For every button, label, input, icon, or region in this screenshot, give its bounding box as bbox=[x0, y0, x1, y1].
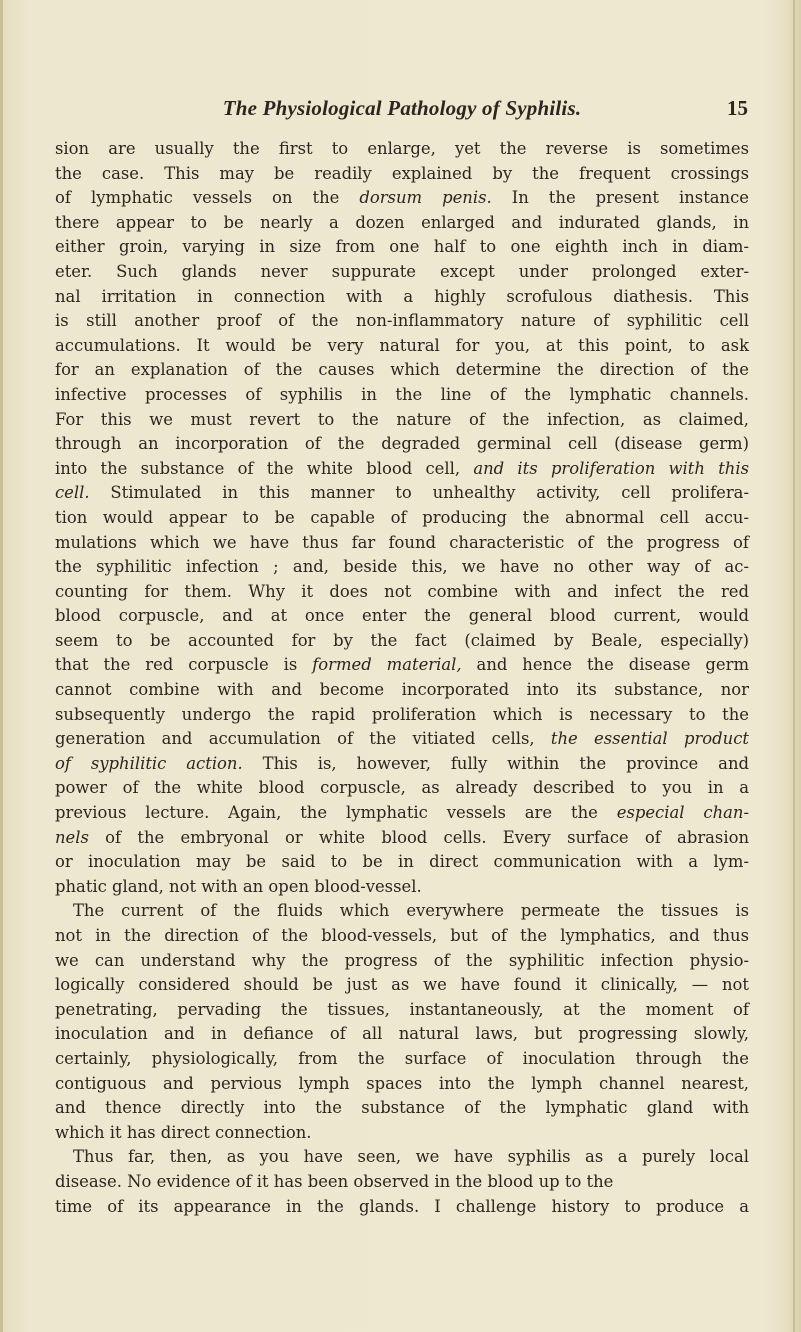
italic-text: especial chan- bbox=[616, 803, 749, 823]
text-run: into the substance of the white blood cell, bbox=[55, 458, 474, 478]
text-line bbox=[55, 924, 749, 949]
text-run: which it has direct connection. bbox=[55, 1122, 312, 1142]
text-run: cannot combine with and become incorporated into its substance, nor bbox=[55, 680, 749, 700]
text-run: power of the white blood corpuscle, as already described to you in a bbox=[55, 778, 749, 798]
text-line bbox=[55, 1072, 749, 1097]
text-run: for an explanation of the causes which determine the direction of the bbox=[55, 360, 749, 380]
text-run: and thence directly into the substance of the lymphatic gland with bbox=[55, 1098, 749, 1118]
text-run: logically considered should be just as we have found it clinically, — not bbox=[55, 975, 749, 995]
text-run: The current of the fluids which everywhere permeate the tissues is bbox=[73, 901, 749, 921]
text-line bbox=[55, 580, 749, 605]
text-run: mulations which we have thus far found characteristic of the progress of bbox=[55, 532, 749, 552]
text-run: of the embryonal or white blood cells. Every surface of abrasion bbox=[88, 827, 749, 847]
text-run: nal irritation in connection with a highly scrofulous diathesis. This bbox=[55, 286, 749, 306]
text-line bbox=[55, 1022, 749, 1047]
text-line bbox=[55, 949, 749, 974]
text-line bbox=[55, 186, 749, 211]
text-line bbox=[55, 1121, 749, 1146]
text-run: tion would appear to be capable of producing the abnormal cell accu- bbox=[55, 507, 749, 527]
text-line bbox=[55, 973, 749, 998]
text-run: that the red corpuscle is bbox=[55, 655, 313, 675]
text-run: In the present instance bbox=[491, 188, 749, 208]
text-line bbox=[55, 260, 749, 285]
text-line bbox=[55, 1047, 749, 1072]
text-run: eter. Such glands never suppurate except under prolonged exter- bbox=[55, 261, 749, 281]
text-run: infective processes of syphilis in the line of the lymphatic channels. bbox=[55, 384, 749, 404]
text-run: accumulations. It would be very natural for you, at this point, to ask bbox=[55, 335, 749, 355]
text-line bbox=[55, 334, 749, 359]
text-line bbox=[55, 432, 749, 457]
italic-text: cell. bbox=[55, 483, 90, 503]
italic-text: nels bbox=[55, 827, 89, 847]
running-title: The Physiological Pathology of Syphilis. bbox=[222, 96, 582, 120]
text-line bbox=[55, 1096, 749, 1121]
text-run: generation and accumulation of the vitiated cells, bbox=[55, 729, 551, 749]
text-line bbox=[55, 137, 749, 162]
text-run: the case. This may be readily explained by the frequent crossings bbox=[55, 163, 749, 183]
text-line bbox=[55, 457, 749, 482]
text-run: there appear to be nearly a dozen enlarged and indurated glands, in bbox=[55, 212, 749, 232]
text-line bbox=[55, 383, 749, 408]
text-line bbox=[55, 875, 749, 900]
text-run: contiguous and pervious lymph spaces into the lymph channel nearest, bbox=[55, 1073, 749, 1093]
text-line bbox=[55, 162, 749, 187]
page-left-edge bbox=[0, 0, 3, 1332]
page-header bbox=[56, 96, 748, 128]
text-line bbox=[55, 776, 749, 801]
text-line bbox=[55, 899, 749, 924]
text-line bbox=[55, 727, 749, 752]
text-line bbox=[55, 703, 749, 728]
text-line bbox=[55, 211, 749, 236]
text-line bbox=[55, 555, 749, 580]
text-run: phatic gland, not with an open blood-vessel. bbox=[55, 876, 422, 896]
text-run: For this we must revert to the nature of the infection, as claimed, bbox=[55, 409, 749, 429]
italic-text: formed material, bbox=[312, 655, 462, 675]
text-run: sion are usually the first to enlarge, yet the reverse is sometimes bbox=[55, 139, 749, 158]
italic-text: and its proliferation with this bbox=[473, 458, 749, 478]
text-run: seem to be accounted for by the fact (claimed by Beale, especially) bbox=[55, 630, 749, 650]
text-line bbox=[55, 1195, 749, 1220]
text-line bbox=[55, 850, 749, 875]
text-line bbox=[55, 506, 749, 531]
text-run: subsequently undergo the rapid proliferation which is necessary to the bbox=[55, 704, 749, 724]
text-line bbox=[55, 604, 749, 629]
text-run: through an incorporation of the degraded germinal cell (disease germ) bbox=[55, 434, 749, 454]
text-line bbox=[55, 629, 749, 654]
text-run: is still another proof of the non-inflammatory nature of syphilitic cell bbox=[55, 311, 749, 331]
text-line bbox=[55, 285, 749, 310]
text-run: of lymphatic vessels on the bbox=[55, 188, 360, 208]
body-text bbox=[55, 137, 749, 1219]
italic-text: of syphilitic action. bbox=[55, 753, 243, 773]
page-number: 15 bbox=[727, 96, 748, 120]
text-run: we can understand why the progress of the syphilitic infection physio- bbox=[55, 950, 749, 970]
text-line bbox=[55, 408, 749, 433]
text-run: the syphilitic infection ; and, beside this, we have no other way of ac- bbox=[55, 557, 749, 577]
text-line bbox=[55, 1145, 749, 1170]
text-run: penetrating, pervading the tissues, instantaneously, at the moment of bbox=[55, 999, 749, 1019]
text-run: disease. No evidence of it has been observed in the blood up to the bbox=[55, 1171, 614, 1191]
text-line bbox=[55, 481, 749, 506]
text-run: not in the direction of the blood-vessels, but of the lymphatics, and thus bbox=[55, 926, 749, 945]
text-line bbox=[55, 998, 749, 1023]
text-run: This is, however, fully within the province and bbox=[242, 753, 749, 773]
text-line bbox=[55, 1170, 749, 1195]
text-line bbox=[55, 801, 749, 826]
text-run: and hence the disease germ bbox=[461, 655, 749, 675]
italic-text: dorsum penis. bbox=[359, 188, 492, 208]
text-run: Stimulated in this manner to unhealthy activity, cell prolifera- bbox=[89, 483, 749, 503]
text-line bbox=[55, 678, 749, 703]
text-line bbox=[55, 826, 749, 851]
page-right-edge bbox=[793, 0, 795, 1332]
text-run: certainly, physiologically, from the surface of inoculation through the bbox=[55, 1048, 749, 1068]
text-run: inoculation and in defiance of all natural laws, but progressing slowly, bbox=[55, 1024, 749, 1044]
text-line bbox=[55, 531, 749, 556]
text-run: or inoculation may be said to be in direct communication with a lym- bbox=[55, 852, 749, 872]
italic-text: the essential product bbox=[550, 729, 749, 749]
text-run: previous lecture. Again, the lymphatic vessels are the bbox=[55, 803, 617, 823]
text-run: time of its appearance in the glands. I challenge history to produce a bbox=[55, 1196, 749, 1216]
text-line bbox=[55, 235, 749, 260]
text-run: either groin, varying in size from one half to one eighth inch in diam- bbox=[55, 237, 749, 257]
text-run: counting for them. Why it does not combine with and infect the red bbox=[55, 581, 749, 601]
text-line bbox=[55, 752, 749, 777]
text-run: Thus far, then, as you have seen, we have syphilis as a purely local bbox=[73, 1147, 749, 1167]
text-line bbox=[55, 358, 749, 383]
text-line bbox=[55, 653, 749, 678]
text-run: blood corpuscle, and at once enter the general blood current, would bbox=[55, 606, 749, 626]
text-line bbox=[55, 309, 749, 334]
